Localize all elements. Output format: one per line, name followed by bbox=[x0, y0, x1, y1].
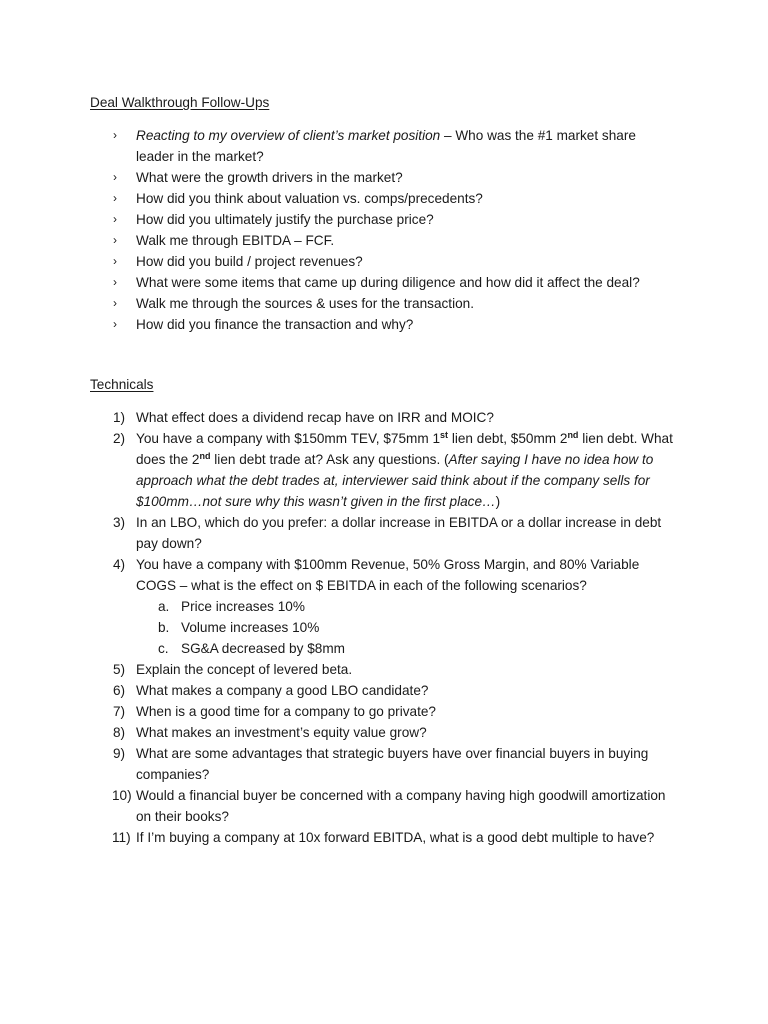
question-text: You have a company with $150mm TEV, $75mm 1 bbox=[136, 431, 441, 446]
deal-followups-list bbox=[0, 125, 768, 335]
question-text: Explain the concept of levered beta. bbox=[136, 662, 353, 677]
list-item-text: How did you build / project revenues? bbox=[136, 254, 363, 269]
list-item bbox=[0, 743, 676, 785]
list-number: 3) bbox=[113, 515, 126, 530]
list-item bbox=[0, 272, 666, 293]
sublist-marker: b. bbox=[158, 620, 170, 635]
list-number: 5) bbox=[113, 662, 126, 677]
list-item bbox=[0, 722, 676, 743]
sublist-item bbox=[136, 638, 676, 659]
question-text: What makes a company a good LBO candidate? bbox=[136, 683, 429, 698]
sublist-text: Volume increases 10% bbox=[181, 620, 320, 635]
list-number: 7) bbox=[113, 704, 126, 719]
sublist-marker: a. bbox=[158, 599, 170, 614]
bullet-marker: › bbox=[113, 191, 117, 205]
question-text: lien debt trade at? Ask any questions. ( bbox=[210, 452, 449, 467]
list-item bbox=[0, 701, 676, 722]
question-text: What makes an investment’s equity value grow? bbox=[136, 725, 427, 740]
bullet-marker: › bbox=[113, 212, 117, 226]
list-item bbox=[0, 209, 666, 230]
bullet-marker: › bbox=[113, 170, 117, 184]
question-text: ) bbox=[495, 494, 501, 509]
question-text: You have a company with $100mm Revenue, 50% Gross Margin, and 80% Variable COGS – what is the effect on $ EBITDA in each of the following scenarios? bbox=[136, 557, 640, 593]
bullet-marker: › bbox=[113, 317, 117, 331]
list-number: 9) bbox=[113, 746, 126, 761]
sublist-marker: c. bbox=[158, 641, 169, 656]
italic-note: After saying I have no idea how to approach what the debt trades at, interviewer said think about if the company sells for $100mm…not sure why this wasn’t given in the first place… bbox=[136, 452, 654, 509]
list-item-text: What were the growth drivers in the market? bbox=[136, 170, 403, 185]
list-item bbox=[0, 125, 666, 167]
bullet-marker: › bbox=[113, 233, 117, 247]
list-number: 8) bbox=[113, 725, 126, 740]
list-item bbox=[0, 314, 666, 335]
sublist-item bbox=[136, 596, 676, 617]
ordinal-superscript: nd bbox=[199, 451, 211, 461]
list-item-text: How did you ultimately justify the purchase price? bbox=[136, 212, 434, 227]
list-item bbox=[0, 230, 666, 251]
list-item-text: How did you think about valuation vs. comps/precedents? bbox=[136, 191, 483, 206]
question-text: Would a financial buyer be concerned with a company having high goodwill amortization on their books? bbox=[136, 788, 666, 824]
bullet-marker: › bbox=[113, 275, 117, 289]
list-item bbox=[0, 785, 676, 827]
list-item bbox=[0, 407, 676, 428]
list-item-text: Walk me through EBITDA – FCF. bbox=[136, 233, 335, 248]
list-item bbox=[0, 293, 666, 314]
section-heading-technicals: Technicals bbox=[90, 377, 154, 392]
list-item-text: What were some items that came up during diligence and how did it affect the deal? bbox=[136, 275, 640, 290]
ordinal-superscript: nd bbox=[567, 430, 579, 440]
question-text: lien debt, $50mm 2 bbox=[448, 431, 568, 446]
list-number: 10) bbox=[112, 788, 132, 803]
list-item bbox=[0, 188, 666, 209]
bullet-marker: › bbox=[113, 254, 117, 268]
question-text: In an LBO, which do you prefer: a dollar increase in EBITDA or a dollar increase in debt pay down? bbox=[136, 515, 662, 551]
question-text: lien debt. What does the 2 bbox=[136, 431, 673, 467]
sublist-text: SG&A decreased by $8mm bbox=[181, 641, 345, 656]
sublist-text: Price increases 10% bbox=[181, 599, 305, 614]
list-item bbox=[0, 659, 676, 680]
list-item bbox=[0, 251, 666, 272]
list-item bbox=[0, 167, 666, 188]
list-item bbox=[0, 827, 676, 848]
bullet-marker: › bbox=[113, 296, 117, 310]
list-item-text: Walk me through the sources & uses for the transaction. bbox=[136, 296, 474, 311]
list-item bbox=[0, 680, 676, 701]
question-text: What are some advantages that strategic buyers have over financial buyers in buying companies? bbox=[136, 746, 649, 782]
list-item-text: How did you finance the transaction and why? bbox=[136, 317, 414, 332]
list-item bbox=[0, 428, 676, 512]
question-text: When is a good time for a company to go private? bbox=[136, 704, 436, 719]
technicals-list bbox=[0, 407, 768, 848]
ordinal-superscript: st bbox=[440, 430, 449, 440]
list-item bbox=[0, 512, 676, 554]
list-item bbox=[0, 554, 676, 659]
question-text: If I’m buying a company at 10x forward EBITDA, what is a good debt multiple to have? bbox=[136, 830, 655, 845]
list-item-text: – Who was the #1 market share leader in the market? bbox=[136, 128, 636, 164]
scenario-sublist bbox=[136, 596, 676, 659]
bullet-marker: › bbox=[113, 128, 117, 142]
list-number: 6) bbox=[113, 683, 126, 698]
sublist-item bbox=[136, 617, 676, 638]
list-number: 4) bbox=[113, 557, 126, 572]
list-number: 1) bbox=[113, 410, 126, 425]
list-number: 2) bbox=[113, 431, 126, 446]
list-number: 11) bbox=[112, 830, 131, 845]
italic-prefix: Reacting to my overview of client’s market position bbox=[136, 128, 441, 143]
question-text: What effect does a dividend recap have on IRR and MOIC? bbox=[136, 410, 494, 425]
section-heading-deal-walkthrough: Deal Walkthrough Follow-Ups bbox=[90, 95, 270, 110]
